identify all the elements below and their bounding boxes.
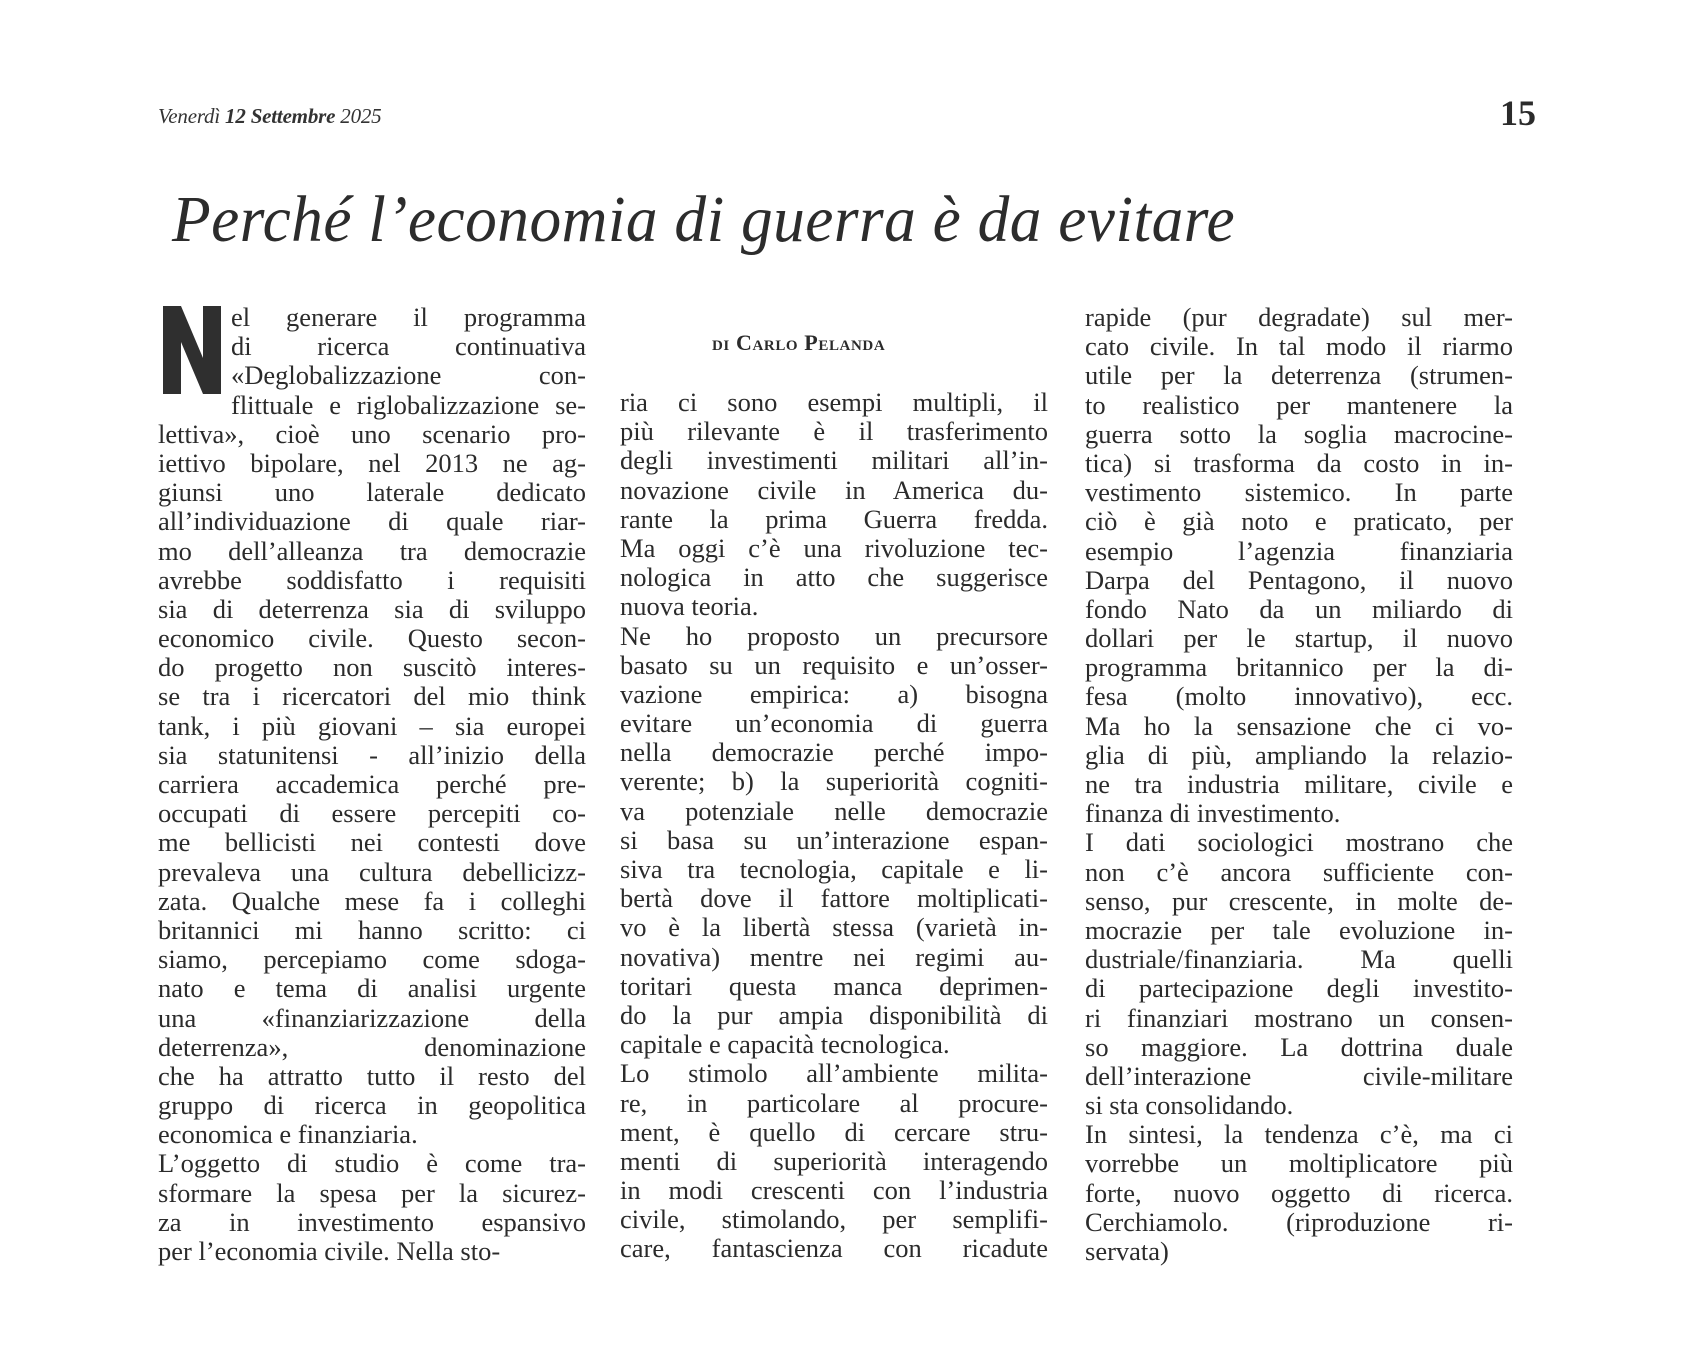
- text-line: ri finanziari mostrano un consen-: [1085, 1002, 1513, 1033]
- text-line: novazione civile in America du-: [620, 474, 1048, 505]
- text-line: za in investimento espansivo: [158, 1206, 586, 1237]
- text-line: flittuale e riglobalizzazione se-: [231, 389, 586, 420]
- text-line: ment, è quello di cercare stru-: [620, 1116, 1048, 1147]
- text-line: di ricerca continuativa: [231, 331, 586, 362]
- text-line: in modi crescenti con l’industria: [620, 1175, 1048, 1206]
- text-line: ne tra industria militare, civile e: [1085, 769, 1513, 799]
- text-line: toritari questa manca deprimen-: [620, 970, 1048, 1001]
- text-line: va potenziale nelle democrazie: [620, 795, 1048, 826]
- text-line: deterrenza», denominazione: [158, 1031, 586, 1062]
- text-line: non c’è ancora sufficiente con-: [1085, 856, 1513, 887]
- text-line: si sta consolidando.: [1085, 1090, 1294, 1121]
- text-line: all’individuazione di quale riar-: [158, 506, 586, 537]
- text-line: finanza di investimento.: [1085, 798, 1341, 829]
- weekday: Venerdì: [158, 104, 220, 128]
- text-line: carriera accademica perché pre-: [158, 769, 586, 799]
- text-line: rante la prima Guerra fredda.: [620, 503, 1048, 534]
- text-line: dollari per le startup, il nuovo: [1085, 623, 1513, 654]
- text-line: «Deglobalizzazione con-: [231, 360, 586, 391]
- text-line: rapide (pur degradate) sul mer-: [1085, 302, 1513, 332]
- text-line: dell’interazione civile-militare: [1085, 1060, 1513, 1091]
- text-line: fondo Nato da un miliardo di: [1085, 593, 1513, 624]
- text-line: nuova teoria.: [620, 591, 759, 622]
- text-line: Cerchiamolo. (riproduzione ri-: [1085, 1206, 1513, 1237]
- page-number: 15: [1500, 93, 1536, 133]
- text-line: senso, pur crescente, in molte de-: [1085, 885, 1513, 916]
- text-line: evitare un’economia di guerra: [620, 708, 1048, 739]
- text-line: ciò è già noto e praticato, per: [1085, 506, 1513, 537]
- text-line: vestimento sistemico. In parte: [1085, 477, 1513, 508]
- text-line: sia di deterrenza sia di sviluppo: [158, 593, 586, 624]
- text-line: mo dell’alleanza tra democrazie: [158, 535, 586, 566]
- text-line: che ha attratto tutto il resto del: [158, 1060, 586, 1091]
- text-line: basato su un requisito e un’osser-: [620, 649, 1048, 680]
- text-line: I dati sociologici mostrano che: [1085, 827, 1513, 858]
- text-line: se tra i ricercatori del mio think: [158, 681, 586, 712]
- text-line: el generare il programma: [231, 302, 586, 332]
- text-line: una «finanziarizzazione della: [158, 1002, 586, 1033]
- text-line: mocrazie per tale evoluzione in-: [1085, 914, 1513, 945]
- text-line: tank, i più giovani – sia europei: [158, 710, 586, 741]
- text-line: ria ci sono esempi multipli, il: [620, 387, 1048, 417]
- text-line: vorrebbe un moltiplicatore più: [1085, 1148, 1513, 1179]
- text-line: care, fantascienza con ricadute: [620, 1233, 1048, 1264]
- text-line: utile per la deterrenza (strumen-: [1085, 360, 1513, 391]
- text-line: cato civile. In tal modo il riarmo: [1085, 331, 1513, 362]
- text-line: più rilevante è il trasferimento: [620, 416, 1048, 447]
- text-line: Ne ho proposto un precursore: [620, 620, 1048, 651]
- text-line: Lo stimolo all’ambiente milita-: [620, 1058, 1048, 1089]
- text-line: Darpa del Pentagono, il nuovo: [1085, 564, 1513, 595]
- text-line: me bellicisti nei contesti dove: [158, 827, 586, 858]
- text-line: si basa su un’interazione espan-: [620, 824, 1048, 855]
- article-column-1: [158, 303, 586, 1266]
- text-line: degli investimenti militari all’in-: [620, 445, 1048, 476]
- text-line: vo è la libertà stessa (varietà in-: [620, 912, 1048, 943]
- text-line: to realistico per mantenere la: [1085, 389, 1513, 420]
- text-line: bertà dove il fattore moltiplicati-: [620, 883, 1048, 914]
- text-line: Ma ho la sensazione che ci vo-: [1085, 710, 1513, 741]
- text-line: do progetto non suscitò interes-: [158, 652, 586, 683]
- text-line: capitale e capacità tecnologica.: [620, 1029, 950, 1060]
- headline: Perché l’economia di guerra è da evitare: [172, 183, 1236, 256]
- text-line: tica) si trasforma da costo in in-: [1085, 447, 1513, 478]
- text-line: economico civile. Questo secon-: [158, 623, 586, 654]
- dateline: [158, 104, 381, 129]
- text-line: esempio l’agenzia finanziaria: [1085, 535, 1513, 566]
- text-line: nella democrazie perché impo-: [620, 737, 1048, 768]
- text-line: giunsi uno laterale dedicato: [158, 477, 586, 508]
- text-line: britannici mi hanno scritto: ci: [158, 914, 586, 945]
- text-line: menti di superiorità interagendo: [620, 1145, 1048, 1176]
- text-line: glia di più, ampliando la relazio-: [1085, 739, 1513, 770]
- text-line: programma britannico per la di-: [1085, 652, 1513, 683]
- text-line: verente; b) la superiorità cogniti-: [620, 766, 1048, 797]
- text-line: vazione empirica: a) bisogna: [620, 678, 1048, 709]
- text-line: dustriale/finanziaria. Ma quelli: [1085, 944, 1513, 975]
- text-line: avrebbe soddisfatto i requisiti: [158, 564, 586, 595]
- text-line: economica e finanziaria.: [158, 1119, 418, 1150]
- drop-cap: [163, 306, 221, 394]
- text-line: re, in particolare al procure-: [620, 1087, 1048, 1118]
- text-line: prevaleva una cultura debellicizz-: [158, 856, 586, 887]
- text-line: do la pur ampia disponibilità di: [620, 999, 1048, 1030]
- text-line: occupati di essere percepiti co-: [158, 798, 586, 829]
- text-line: sformare la spesa per la sicurez-: [158, 1177, 586, 1208]
- text-line: civile, stimolando, per semplifi-: [620, 1204, 1048, 1235]
- date: 12 Settembre: [225, 104, 336, 128]
- text-line: lettiva», cioè uno scenario pro-: [158, 418, 586, 449]
- text-line: Ma oggi c’è una rivoluzione tec-: [620, 532, 1048, 563]
- byline: di Carlo Pelanda: [712, 330, 886, 355]
- text-line: novativa) mentre nei regimi au-: [620, 941, 1048, 972]
- text-line: so maggiore. La dottrina duale: [1085, 1031, 1513, 1062]
- text-line: servata): [1085, 1236, 1169, 1266]
- text-line: siva tra tecnologia, capitale e li-: [620, 854, 1048, 884]
- drop-cap-n-glyph: [163, 306, 221, 394]
- article-column-3: [1085, 303, 1513, 1266]
- text-line: fesa (molto innovativo), ecc.: [1085, 681, 1513, 712]
- text-line: In sintesi, la tendenza c’è, ma ci: [1085, 1119, 1513, 1150]
- text-line: L’oggetto di studio è come tra-: [158, 1148, 586, 1179]
- text-line: di partecipazione degli investito-: [1085, 973, 1513, 1004]
- text-line: nato e tema di analisi urgente: [158, 973, 586, 1004]
- text-line: nologica in atto che suggerisce: [620, 562, 1048, 593]
- text-line: guerra sotto la soglia macrocine-: [1085, 418, 1513, 449]
- text-line: forte, nuovo oggetto di ricerca.: [1085, 1177, 1513, 1208]
- text-line: iettivo bipolare, nel 2013 ne ag-: [158, 447, 586, 478]
- text-line: zata. Qualche mese fa i colleghi: [158, 885, 586, 916]
- text-line: sia statunitensi - all’inizio della: [158, 739, 586, 770]
- article-column-2: [620, 388, 1048, 1264]
- year: 2025: [340, 104, 382, 128]
- text-line: gruppo di ricerca in geopolitica: [158, 1090, 586, 1121]
- text-line: per l’economia civile. Nella sto-: [158, 1236, 501, 1266]
- text-line: siamo, percepiamo come sdoga-: [158, 944, 586, 975]
